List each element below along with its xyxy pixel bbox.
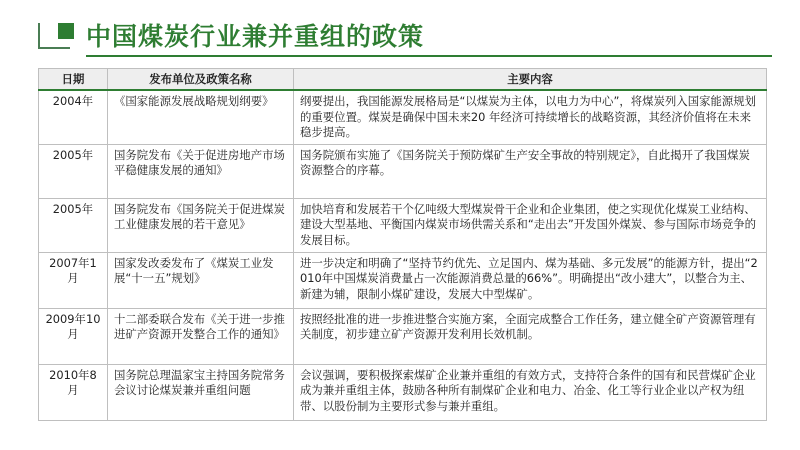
- row-date: 2005年: [39, 144, 108, 198]
- header-content: 主要内容: [294, 69, 767, 91]
- row-date: 2005年: [39, 198, 108, 252]
- row-date: 2010年8月: [39, 364, 108, 420]
- row-date: 2009年10月: [39, 308, 108, 364]
- row-date: 2004年: [39, 90, 108, 144]
- table-header-row: [39, 69, 767, 91]
- header-date: 日期: [39, 69, 108, 91]
- row-policy: 国务院发布《国务院关于促进煤炭工业健康发展的若干意见》: [108, 198, 294, 252]
- table-row: [39, 144, 767, 198]
- title-divider: [86, 55, 772, 57]
- row-content: 按照经批准的进一步推进整合实施方案，全面完成整合工作任务，建立健全矿产资源管理有关制度，初步建立矿产资源开发利用长效机制。: [294, 308, 767, 364]
- row-policy: 十二部委联合发布《关于进一步推进矿产资源开发整合工作的通知》: [108, 308, 294, 364]
- table-row: [39, 252, 767, 308]
- table-row: [39, 308, 767, 364]
- table-row: [39, 364, 767, 420]
- row-policy: 国务院总理温家宝主持国务院常务会议讨论煤炭兼并重组问题: [108, 364, 294, 420]
- table-row: [39, 90, 767, 144]
- row-content: 会议强调，要积极探索煤矿企业兼并重组的有效方式，支持符合条件的国有和民营煤矿企业成为兼并重组主体，鼓励各种所有制煤矿企业和电力、冶金、化工等行业企业以产权为纽带、以股份制为主要形式参与兼并重组。: [294, 364, 767, 420]
- row-content: 纲要提出，我国能源发展格局是“以煤炭为主体，以电力为中心”，将煤炭列入国家能源规划的重要位置。煤炭是确保中国未来20 年经济可持续增长的战略资源，其经济价值将在未来稳步提高。: [294, 90, 767, 144]
- row-content: 国务院颁布实施了《国务院关于预防煤矿生产安全事故的特别规定》，自此揭开了我国煤炭资源整合的序幕。: [294, 144, 767, 198]
- table-row: [39, 198, 767, 252]
- title-square-icon: [58, 23, 74, 39]
- page-title: 中国煤炭行业兼并重组的政策: [86, 22, 425, 51]
- row-content: 进一步决定和明确了“坚持节约优先、立足国内、煤为基础、多元发展”的能源方针，提出“2010年中国煤炭消费量占一次能源消费总量的66%”。明确提出“改小建大”，以整合为主、新建为辅，限制小煤矿建设，发展大中型煤矿。: [294, 252, 767, 308]
- header-policy: 发布单位及政策名称: [108, 69, 294, 91]
- policy-table: [38, 68, 767, 421]
- row-policy: 国务院发布《关于促进房地产市场平稳健康发展的通知》: [108, 144, 294, 198]
- row-policy: 国家发改委发布了《煤炭工业发展“十一五”规划》: [108, 252, 294, 308]
- row-content: 加快培育和发展若干个亿吨级大型煤炭骨干企业和企业集团，使之实现优化煤炭工业结构、建设大型基地、平衡国内煤炭市场供需关系和“走出去”开发国外煤炭、参与国际市场竞争的发展目标。: [294, 198, 767, 252]
- row-date: 2007年1月: [39, 252, 108, 308]
- row-policy: 《国家能源发展战略规划纲要》: [108, 90, 294, 144]
